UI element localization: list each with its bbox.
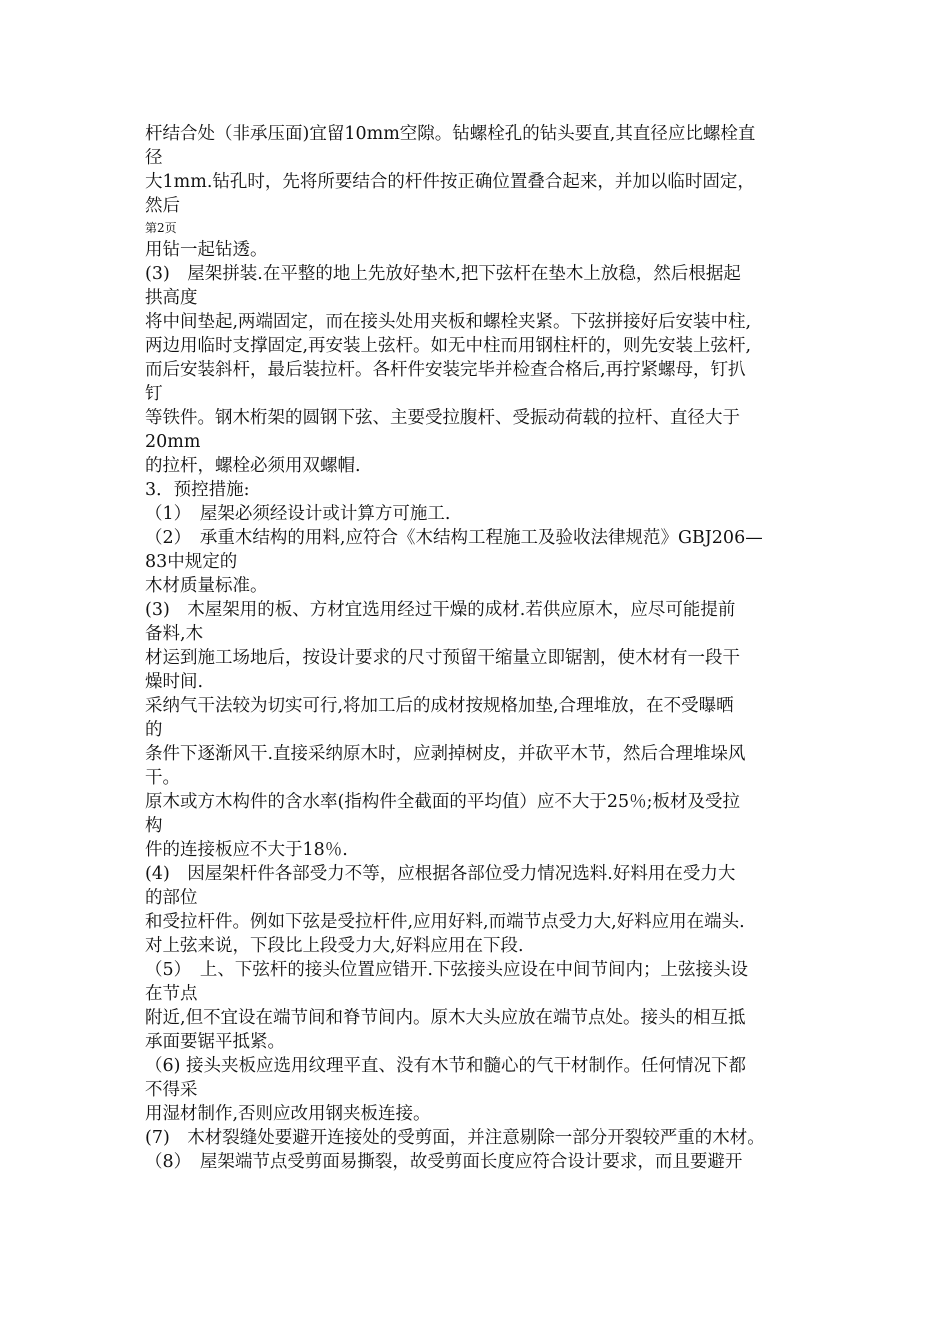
page-number: 第2页 xyxy=(145,221,177,235)
text-line: (7) 木材裂缝处要避开连接处的受剪面，并注意剔除一部分开裂较严重的木材。 xyxy=(145,1128,765,1148)
text-line: 和受拉杆件。例如下弦是受拉杆件,应用好料,而端节点受力大,好料应用在端头. xyxy=(145,912,745,932)
text-line: 不得采 xyxy=(145,1080,198,1100)
text-line: 等铁件。钢木桁架的圆钢下弦、主要受拉腹杆、受振动荷载的拉杆、直径大于 xyxy=(145,408,740,428)
text-line: 径 xyxy=(145,148,163,168)
text-line: 件的连接板应不大于18％. xyxy=(145,840,348,860)
text-line: 干。 xyxy=(145,768,180,788)
text-line: （2） 承重木结构的用料,应符合《木结构工程施工及验收法律规范》GBJ206— xyxy=(145,528,763,548)
text-line: 的 xyxy=(145,720,163,740)
text-line: 燥时间. xyxy=(145,672,204,692)
text-line: 条件下逐渐风干.直接采纳原木时，应剥掉树皮，并砍平木节，然后合理堆垛风 xyxy=(145,744,746,764)
text-line: 用钻一起钻透。 xyxy=(145,240,268,260)
section-heading: 3．预控措施: xyxy=(145,480,250,500)
text-line: 附近,但不宜设在端节间和脊节间内。原木大头应放在端节点处。接头的相互抵 xyxy=(145,1008,746,1028)
text-line: （6) 接头夹板应选用纹理平直、没有木节和髓心的气干材制作。任何情况下都 xyxy=(145,1056,747,1076)
text-line: 83中规定的 xyxy=(145,552,238,572)
text-line: （5） 上、下弦杆的接头位置应错开.下弦接头应设在中间节间内；上弦接头设 xyxy=(145,960,748,980)
text-line: 承面要锯平抵紧。 xyxy=(145,1032,285,1052)
text-line: 大1mm.钻孔时，先将所要结合的杆件按正确位置叠合起来，并加以临时固定， xyxy=(145,172,755,192)
text-line: 的部位 xyxy=(145,888,198,908)
text-line: 而后安装斜杆，最后装拉杆。各杆件安装完毕并检查合格后,再拧紧螺母，钉扒 xyxy=(145,360,746,380)
text-line: 原木或方木构件的含水率(指构件全截面的平均值）应不大于25％;板材及受拉 xyxy=(145,792,740,812)
text-line: 的拉杆，螺栓必须用双螺帽. xyxy=(145,456,361,476)
text-line: 对上弦来说，下段比上段受力大,好料应用在下段. xyxy=(145,936,524,956)
text-line: 材运到施工场地后，按设计要求的尺寸预留干缩量立即锯割，使木材有一段干 xyxy=(145,648,740,668)
text-line: 备料,木 xyxy=(145,624,204,644)
text-line: 拱高度 xyxy=(145,288,198,308)
text-line: 采纳气干法较为切实可行,将加工后的成材按规格加垫,合理堆放，在不受曝晒 xyxy=(145,696,734,716)
text-line: 20mm xyxy=(145,432,201,452)
text-line: 然后 xyxy=(145,196,180,216)
text-line: 杆结合处（非承压面)宜留10mm空隙。钻螺栓孔的钻头要直,其直径应比螺栓直 xyxy=(145,124,756,144)
text-line: 用湿材制作,否则应改用钢夹板连接。 xyxy=(145,1104,431,1124)
text-line: (3) 屋架拼装.在平整的地上先放好垫木,把下弦杆在垫木上放稳，然后根据起 xyxy=(145,264,741,284)
text-line: 两边用临时支撑固定,再安装上弦杆。如无中柱而用钢柱杆的，则先安装上弦杆, xyxy=(145,336,752,356)
text-line: （1） 屋架必须经设计或计算方可施工. xyxy=(145,504,451,524)
text-line: 将中间垫起,两端固定，而在接头处用夹板和螺栓夹紧。下弦拼接好后安装中柱, xyxy=(145,312,752,332)
text-line: （8） 屋架端节点受剪面易撕裂，故受剪面长度应符合设计要求，而且要避开 xyxy=(145,1152,743,1172)
text-line: (3) 木屋架用的板、方材宜选用经过干燥的成材.若供应原木，应尽可能提前 xyxy=(145,600,736,620)
text-line: 构 xyxy=(145,816,163,836)
text-line: 木材质量标准。 xyxy=(145,576,268,596)
text-line: 在节点 xyxy=(145,984,198,1004)
text-line: (4) 因屋架杆件各部受力不等，应根据各部位受力情况选料.好料用在受力大 xyxy=(145,864,736,884)
document-text xyxy=(145,122,835,1174)
text-line: 钉 xyxy=(145,384,163,404)
